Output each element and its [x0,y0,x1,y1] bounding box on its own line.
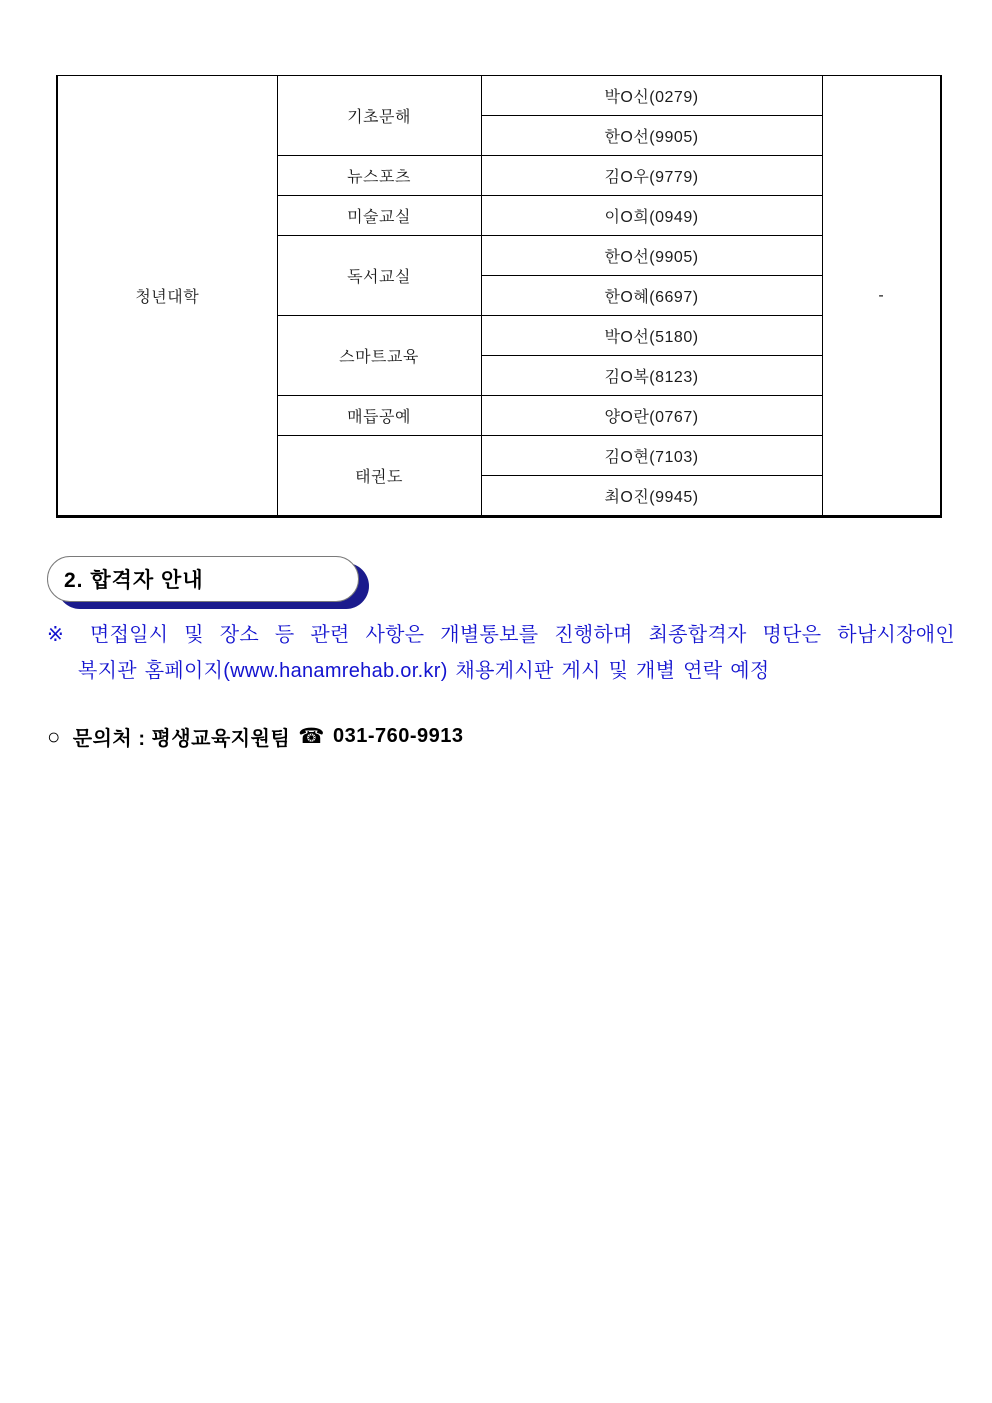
note-paragraph [47,623,955,684]
person-cell: 한O선(9905) [481,236,822,276]
person-cell: 이O희(0949) [481,196,822,236]
program-cell: 기초문해 [277,76,481,156]
applicant-table-wrap [56,75,942,518]
person-cell: 한O선(9905) [481,116,822,156]
group-cell: 청년대학 [57,76,277,517]
section2-title: 2. 합격자 안내 [64,569,204,592]
program-cell: 매듭공예 [277,396,481,436]
contact-label: 문의처 : 평생교육지원팀 [72,728,291,750]
contact-line [47,722,464,751]
table-row [57,76,941,116]
person-cell: 박O선(5180) [481,316,822,356]
person-cell: 박O신(0279) [481,76,822,116]
program-cell: 미술교실 [277,196,481,236]
person-cell: 김O현(7103) [481,436,822,476]
section2-header-pill [47,556,359,602]
program-cell: 태권도 [277,436,481,517]
person-cell: 김O복(8123) [481,356,822,396]
program-cell: 뉴스포츠 [277,156,481,196]
applicant-table [56,75,942,518]
dash-cell: - [822,76,941,517]
person-cell: 한O혜(6697) [481,276,822,316]
circle-bullet-icon: ○ [47,723,61,749]
person-cell: 김O우(9779) [481,156,822,196]
telephone-icon: ☎ [298,725,325,748]
person-cell: 최O진(9945) [481,476,822,517]
note-line1: ※ 면접일시 및 장소 등 관련 사항은 개별통보를 진행하며 최종합격자 명단은 하남시장애인 [47,624,955,646]
program-cell: 독서교실 [277,236,481,316]
contact-phone-number: 031-760-9913 [332,725,464,747]
note-line2: 복지관 홈페이지(www.hanamrehab.or.kr) 채용게시판 게시 및 개별 연락 예정 [78,660,770,682]
program-cell: 스마트교육 [277,316,481,396]
person-cell: 양O란(0767) [481,396,822,436]
